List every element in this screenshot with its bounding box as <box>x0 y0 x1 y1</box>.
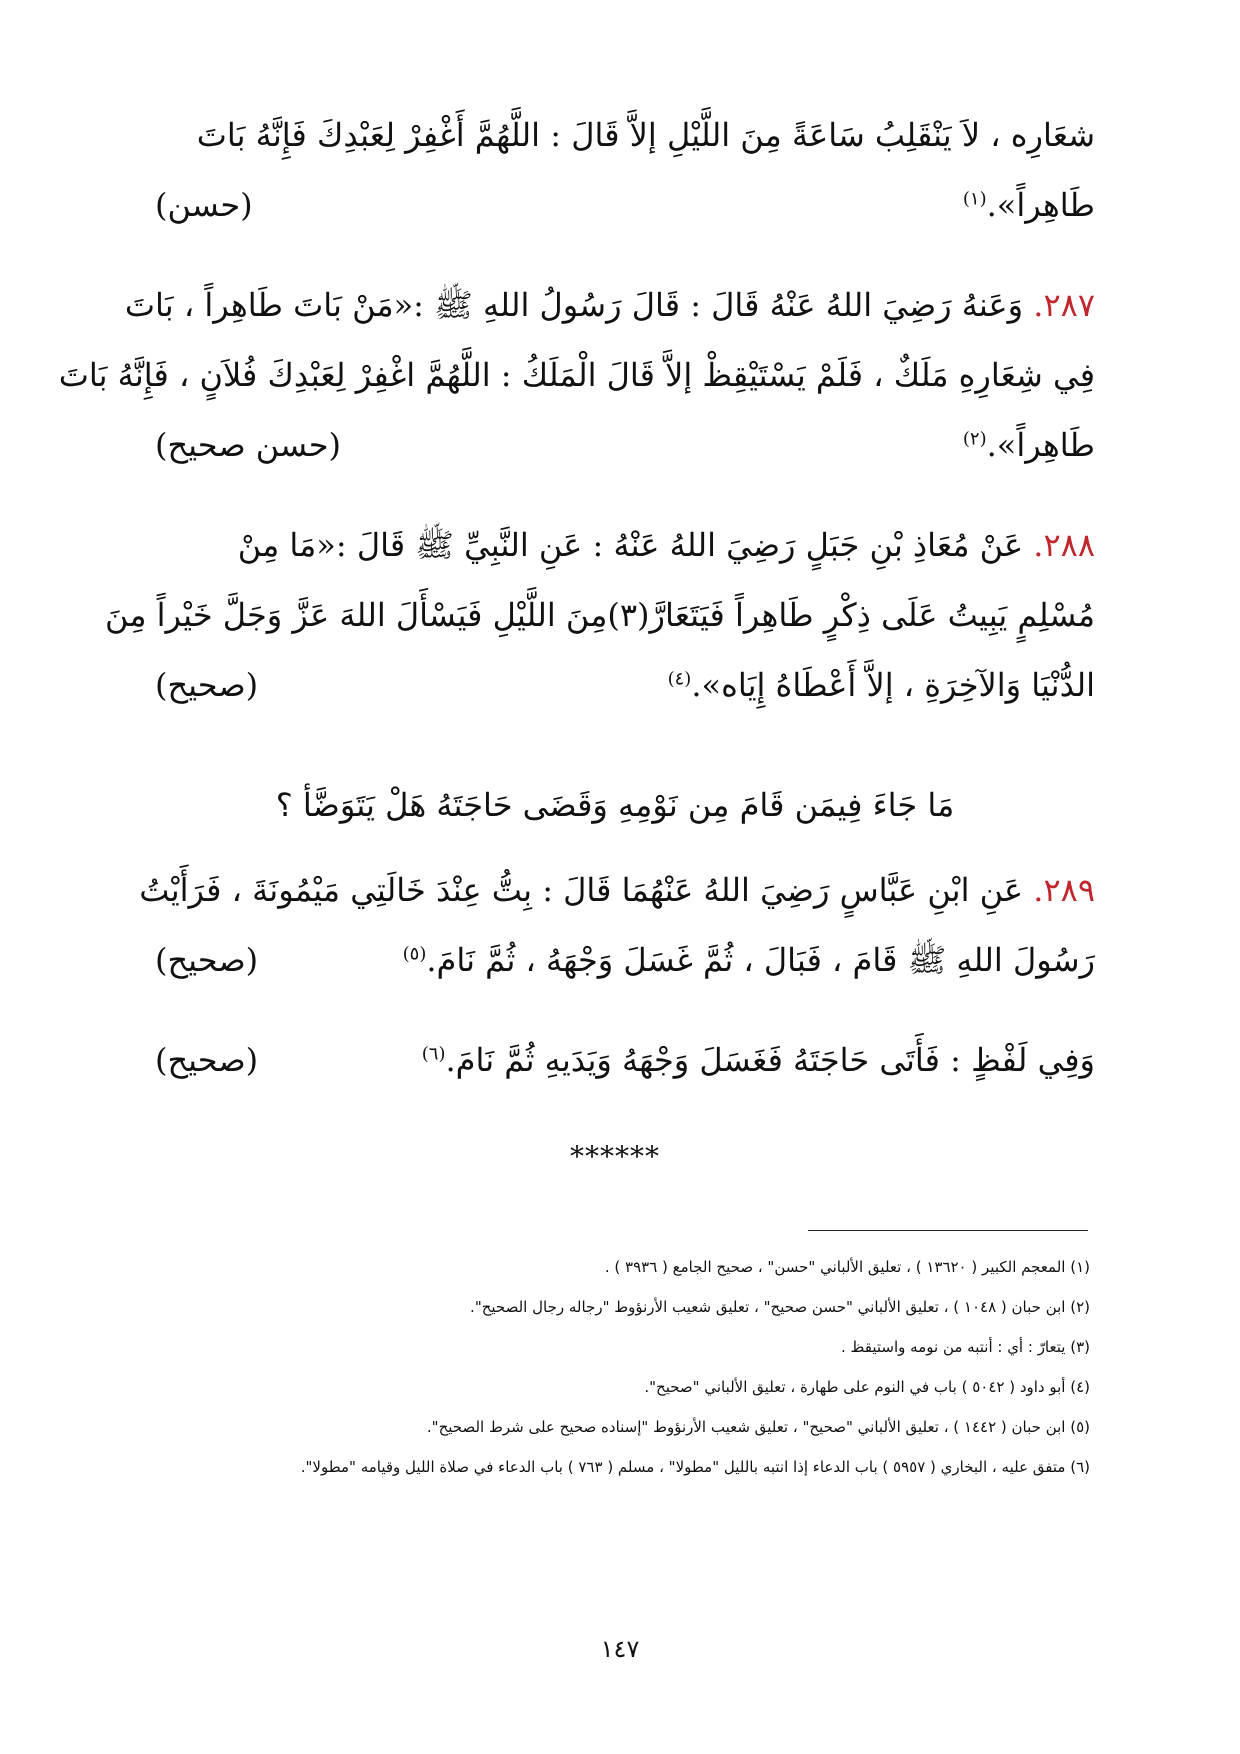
line-text: طَاهِراً». <box>986 426 1095 464</box>
text-line <box>155 410 1095 480</box>
line-text-with-ref <box>668 650 1095 720</box>
footnote-item: (٢) ابن حبان ( ١٠٤٨ ) ، تعليق الألباني "حسن صحيح" ، تعليق شعيب الأرنؤوط "رجاله رجال الصحيح". <box>470 1298 1090 1316</box>
hadith-number: ٢٨٨. <box>1033 526 1095 564</box>
text-line <box>155 650 1095 720</box>
line-text-with-number <box>238 510 1095 580</box>
hadith-289-variant <box>155 1025 1095 1095</box>
line-text: وَفِي لَفْظٍ : فَأَتَى حَاجَتَهُ فَغَسَلَ وَجْهَهُ وَيَدَيهِ ثُمَّ نَامَ. <box>445 1041 1095 1079</box>
text-line <box>155 100 1095 170</box>
footnote-ref[interactable]: (٦) <box>421 1043 446 1065</box>
footnotes <box>160 1247 1090 1482</box>
line-text: الدُّنْيَا وَالآخِرَةِ ، إلاَّ أَعْطَاهُ إِيَاه». <box>691 666 1095 704</box>
line-text-with-number <box>139 855 1095 925</box>
footnote-ref[interactable]: (٥) <box>402 943 427 965</box>
hadith-grade: (حسن صحيح) <box>155 426 341 464</box>
page-number: ١٤٧ <box>600 1635 640 1663</box>
text-line <box>155 925 1095 995</box>
line-text: فِي شِعَارِهِ مَلَكٌ ، فَلَمْ يَسْتَيْقِظْ إلاَّ قَالَ الْمَلَكُ : اللَّهُمَّ اغْفِرْ لِعَبْدِكَ فُلاَنٍ ، فَإِنَّهُ بَاتَ <box>58 356 1095 394</box>
hadith-number: ٢٨٧. <box>1033 286 1095 324</box>
footnote-item: (٦) متفق عليه ، البخاري ( ٥٩٥٧ ) باب الدعاء إذا انتبه بالليل "مطولا" ، مسلم ( ٧٦٣ ) باب الدعاء في صلاة الليل وقيامه "مطولا". <box>300 1458 1090 1476</box>
footnote-item: (٤) أبو داود ( ٥٠٤٢ ) باب في النوم على طهارة ، تعليق الألباني "صحيح". <box>644 1378 1090 1396</box>
section-heading: مَا جَاءَ فِيمَن قَامَ مِن نَوْمِهِ وَقَضَى حَاجَتَهُ هَلْ يَتَوَضَّأ ؟ <box>275 786 955 824</box>
footnote-item: (٥) ابن حبان ( ١٤٤٢ ) ، تعليق الألباني "صحيح" ، تعليق شعيب الأرنؤوط "إسناده صحيح على شرط الصحيح". <box>426 1418 1090 1436</box>
text-line <box>124 270 1095 340</box>
hadith-grade: (حسن) <box>155 186 253 224</box>
footnote-item: (١) المعجم الكبير ( ١٣٦٢٠ ) ، تعليق الألباني "حسن" ، صحيح الجامع ( ٣٩٣٦ ) . <box>604 1258 1090 1276</box>
footnote-ref[interactable]: (١) <box>962 188 987 210</box>
line-text: شعَارِه ، لاَ يَنْقَلِبُ سَاعَةً مِنَ اللَّيْلِ إلاَّ قَالَ : اللَّهُمَّ أَغْفِرْ لِعَبْدِكَ فَإِنَّهُ بَاتَ <box>196 116 1095 154</box>
hadith-continuation <box>155 100 1095 240</box>
footnote-divider <box>808 1230 1088 1231</box>
line-text: طَاهِراً». <box>986 186 1095 224</box>
line-text: مُسْلِمٍ يَبِيتُ عَلَى ذِكْرٍ طَاهِراً فَيَتَعَارَّ(٣)مِنَ اللَّيْلِ فَيَسْأَلَ اللهَ عَزَّ وَجَلَّ خَيْراً مِنَ <box>104 596 1095 634</box>
text-line <box>58 340 1095 410</box>
footnote-ref[interactable]: (٢) <box>962 428 987 450</box>
text-line <box>155 1025 1095 1095</box>
line-text-with-number <box>125 270 1095 340</box>
line-text-with-ref <box>963 410 1095 480</box>
line-text-with-ref <box>963 170 1095 240</box>
hadith-grade: (صحيح) <box>155 941 259 979</box>
hadith-grade: (صحيح) <box>155 1041 259 1079</box>
line-text: عَنْ مُعَاذِ بْنِ جَبَلٍ رَضِيَ اللهُ عَنْهُ : عَنِ النَّبِيِّ ﷺ قَالَ :«مَا مِنْ <box>237 526 1024 564</box>
line-text-with-ref <box>422 1025 1095 1095</box>
text-line <box>139 855 1095 925</box>
line-text: عَنِ ابْنِ عَبَّاسٍ رَضِيَ اللهُ عَنْهُمَا قَالَ : بِتُّ عِنْدَ خَالَتِي مَيْمُونَةَ ، فَرَأَيْتُ <box>139 871 1024 909</box>
hadith-288 <box>104 510 1095 720</box>
hadith-number: ٢٨٩. <box>1033 871 1095 909</box>
hadith-289 <box>139 855 1095 995</box>
text-line <box>155 510 1095 580</box>
footnote-item: (٣) يتعارّ : أي : أنتبه من نومه واستيقظ . <box>841 1338 1090 1356</box>
line-text: وَعَنهُ رَضِيَ اللهُ عَنْهُ قَالَ : قَالَ رَسُولُ اللهِ ﷺ :«مَنْ بَاتَ طَاهِراً ، بَاتَ <box>124 286 1024 324</box>
line-text: رَسُولَ اللهِ ﷺ قَامَ ، فَبَالَ ، ثُمَّ غَسَلَ وَجْهَهُ ، ثُمَّ نَامَ. <box>426 941 1095 979</box>
footnote-ref[interactable]: (٤) <box>667 668 692 690</box>
hadith-287 <box>58 270 1095 480</box>
hadith-grade: (صحيح) <box>155 666 259 704</box>
section-separator: ****** <box>570 1140 660 1173</box>
text-line <box>155 170 1095 240</box>
line-text-with-ref <box>403 925 1095 995</box>
text-line <box>104 580 1095 650</box>
